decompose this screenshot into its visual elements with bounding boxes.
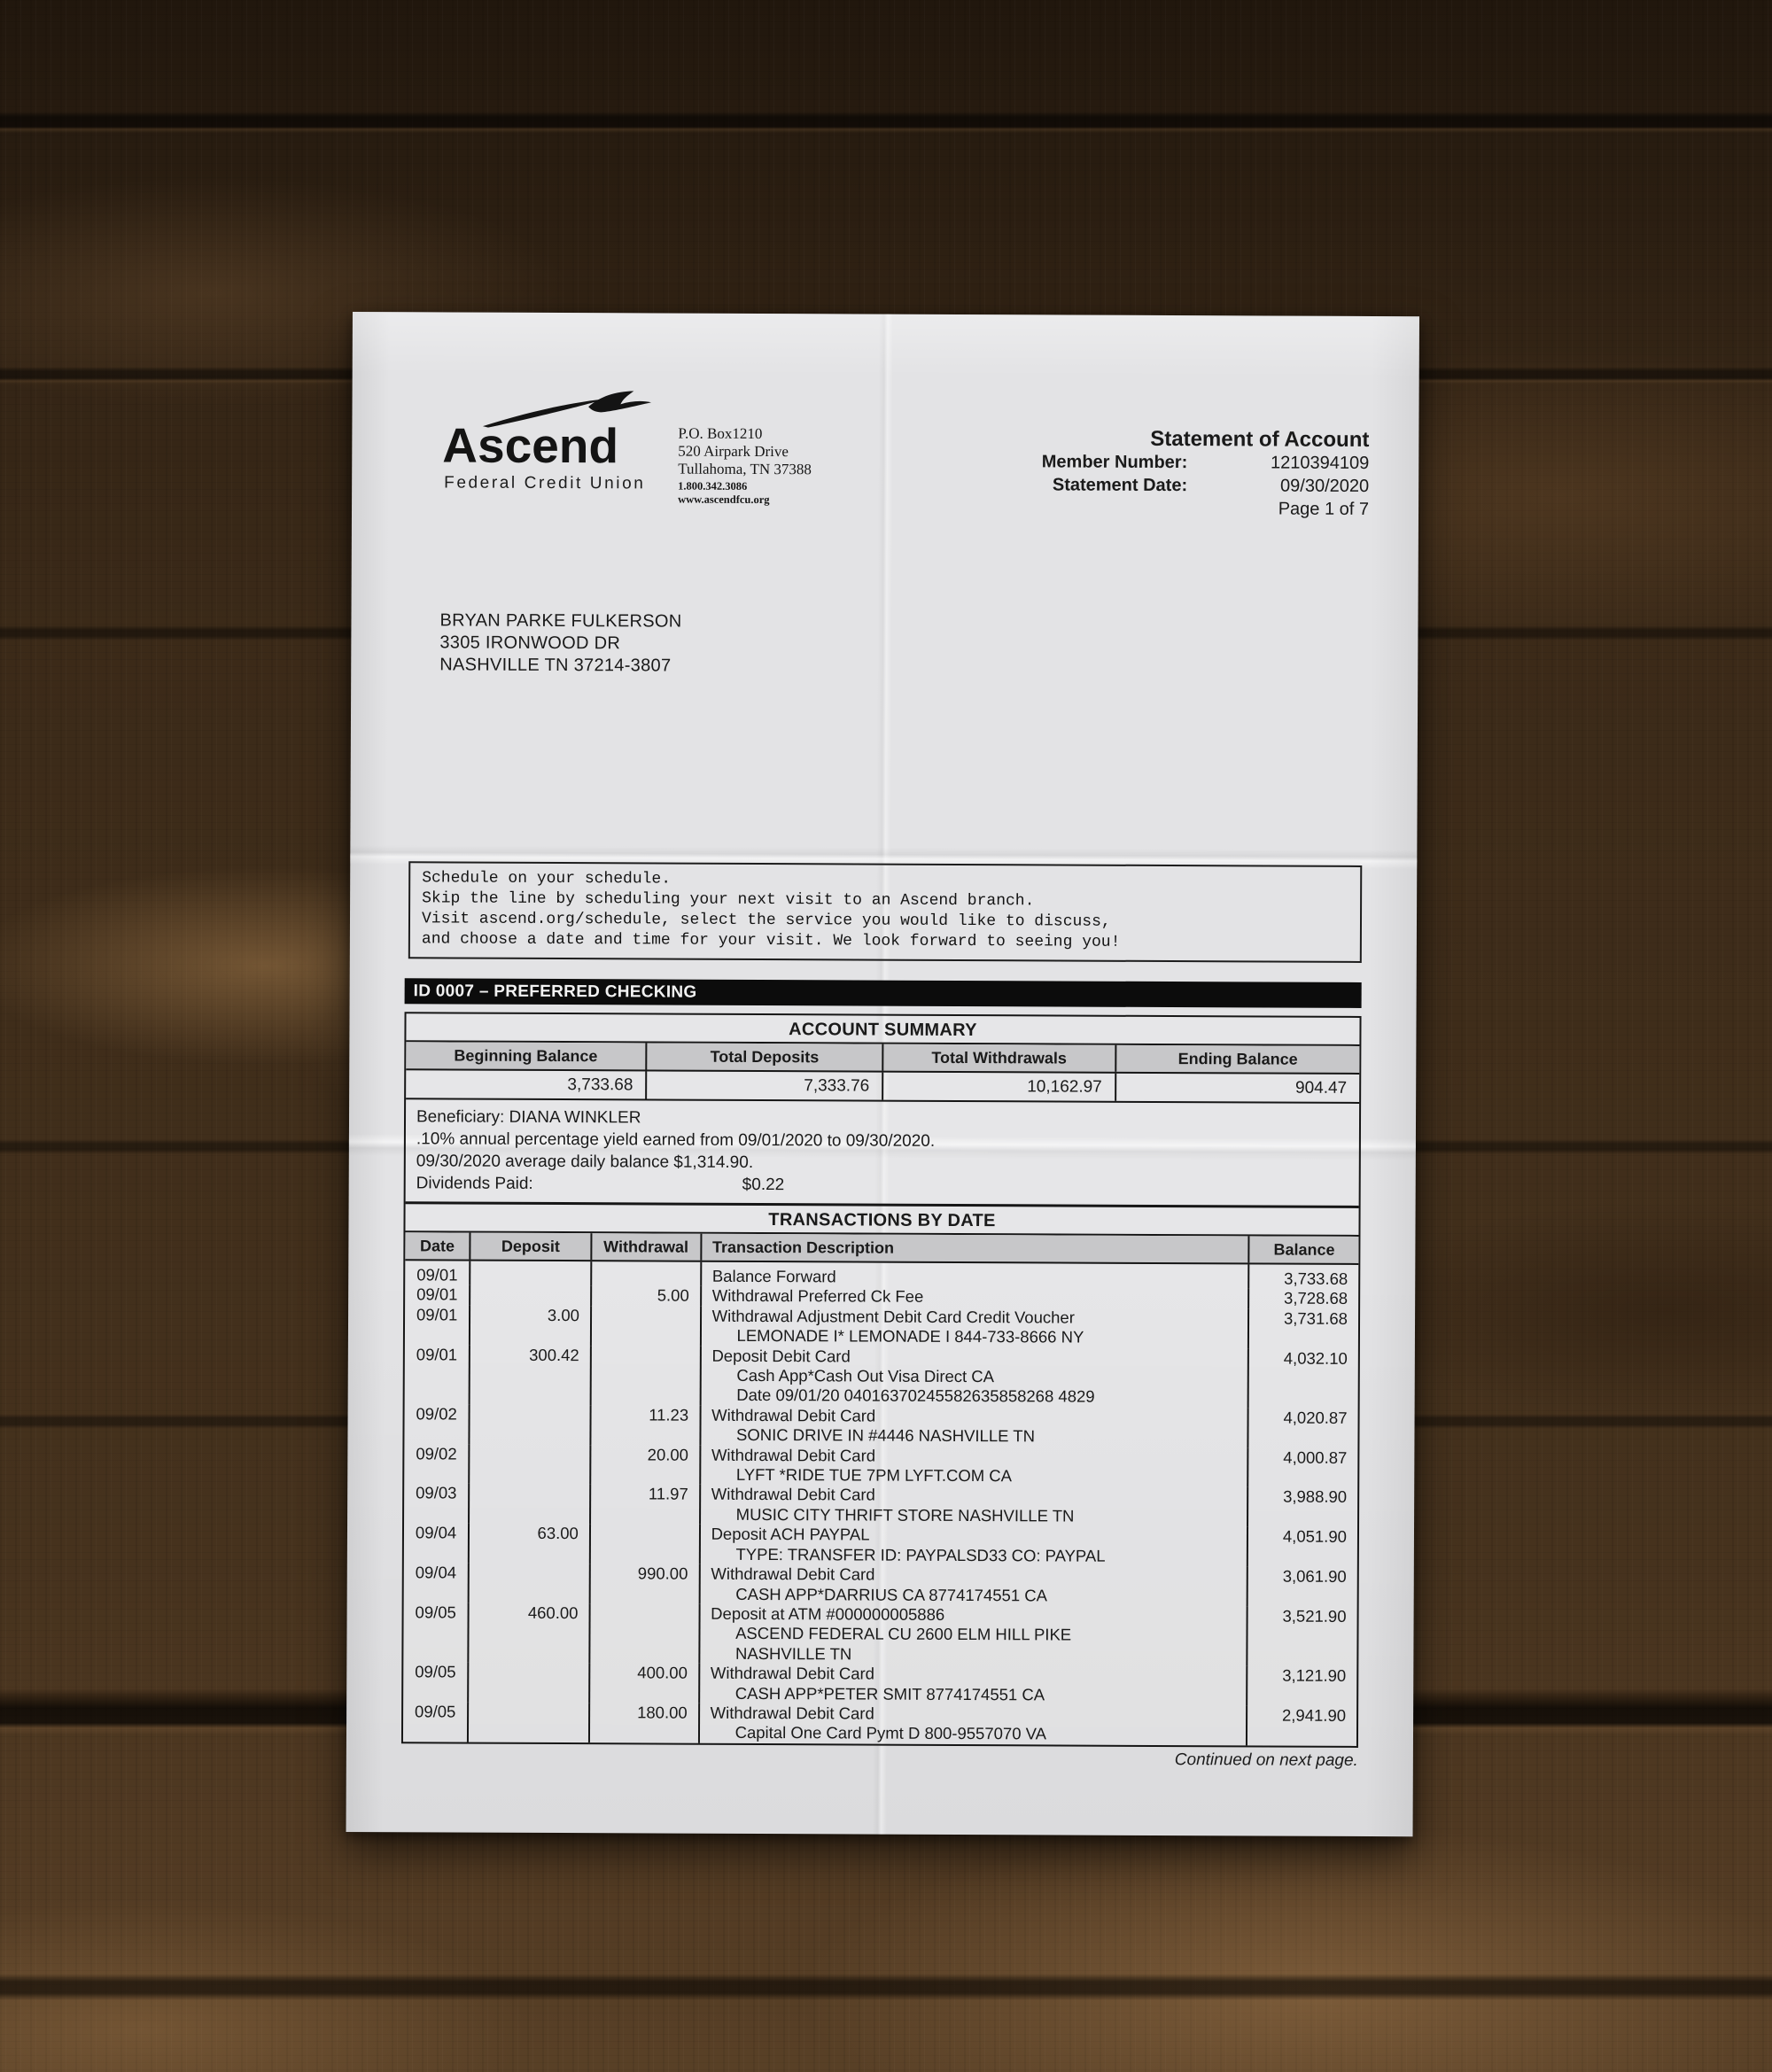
recipient-address-line: BRYAN PARKE FULKERSON	[439, 610, 682, 632]
transactions-body	[403, 1261, 1358, 1745]
transaction-description-line: NASHVILLE TN	[734, 1643, 852, 1664]
transaction-description-line: Withdrawal Debit Card	[710, 1663, 875, 1683]
transaction-date: 09/04	[404, 1563, 470, 1603]
transaction-description	[700, 1604, 1248, 1666]
transaction-balance: 3,061.90	[1282, 1566, 1347, 1587]
account-detail-lines	[416, 1106, 1348, 1176]
transaction-deposit: 3.00	[470, 1305, 592, 1345]
transaction-description-line: SONIC DRIVE IN #4446 NASHVILLE TN	[736, 1425, 1036, 1446]
transaction-date: 09/02	[404, 1404, 470, 1444]
schedule-notice-box	[408, 861, 1362, 963]
transaction-row	[403, 1702, 1356, 1746]
credit-union-contact-lines	[678, 480, 812, 508]
transaction-description-line: CASH APP*DARRIUS CA 8774174551 CA	[735, 1584, 1048, 1604]
transaction-description-line: Balance Forward	[711, 1266, 836, 1286]
recipient-address-line: 3305 IRONWOOD DR	[439, 632, 621, 654]
transaction-balance: 4,000.87	[1283, 1447, 1348, 1467]
recipient-address	[439, 609, 681, 677]
recipient-address-line: NASHVILLE TN 37214-3807	[439, 655, 672, 676]
transaction-description-line: Withdrawal Debit Card	[711, 1445, 876, 1465]
transaction-balance: 3,988.90	[1283, 1487, 1348, 1507]
account-id-bar: ID 0007 – PREFERRED CHECKING	[405, 978, 1362, 1008]
notice-line: Visit ascend.org/schedule, select the service you would like to discuss,	[421, 910, 1111, 931]
transaction-description-line: Withdrawal Debit Card	[711, 1405, 876, 1425]
transaction-description	[700, 1703, 1248, 1746]
continued-footer: Continued on next page.	[1174, 1750, 1358, 1770]
transactions-header-row	[405, 1232, 1358, 1265]
address-line: Tullahoma, TN 37388	[678, 460, 812, 478]
summary-value: 10,162.97	[883, 1073, 1116, 1101]
transaction-date: 09/01	[405, 1261, 470, 1285]
summary-column-header: Total Withdrawals	[883, 1044, 1116, 1072]
dividends-label: Dividends Paid:	[416, 1174, 533, 1193]
transaction-withdrawal	[590, 1603, 700, 1664]
transaction-description-line: Cash App*Cash Out Visa Direct CA	[736, 1365, 995, 1386]
account-details	[406, 1099, 1360, 1208]
transaction-description-line: Withdrawal Preferred Ck Fee	[711, 1286, 924, 1307]
notice-line: and choose a date and time for your visit. We look forward to seeing you!	[421, 930, 1121, 951]
transactions-title: TRANSACTIONS BY DATE	[405, 1204, 1358, 1237]
statement-date-value: 09/30/2020	[1279, 476, 1370, 497]
transaction-description	[701, 1445, 1249, 1487]
transaction-description-line: LYFT *RIDE TUE 7PM LYFT.COM CA	[735, 1464, 1013, 1486]
transactions-column-header: Transaction Description	[702, 1234, 1250, 1263]
transaction-description-line: Withdrawal Debit Card	[710, 1703, 874, 1723]
transaction-withdrawal: 11.97	[591, 1485, 701, 1525]
logo-tagline-text: Federal Credit Union	[444, 473, 646, 493]
dividends-value: $0.22	[742, 1175, 785, 1195]
transaction-deposit	[469, 1703, 590, 1742]
credit-union-address	[678, 425, 812, 508]
transaction-deposit	[470, 1404, 592, 1444]
transaction-deposit	[470, 1285, 592, 1306]
transaction-balance: 4,032.10	[1283, 1348, 1348, 1368]
transaction-description	[701, 1346, 1249, 1408]
transaction-row	[403, 1603, 1356, 1666]
transaction-date: 09/01	[405, 1285, 470, 1306]
transaction-description-line: CASH APP*PETER SMIT 8774174551 CA	[734, 1683, 1045, 1703]
account-summary-values-row	[406, 1070, 1359, 1104]
transaction-description	[700, 1664, 1248, 1706]
transaction-deposit	[470, 1564, 591, 1603]
transactions-column-header: Deposit	[471, 1233, 593, 1261]
transaction-date: 09/05	[403, 1702, 469, 1742]
transaction-date: 09/03	[404, 1484, 470, 1524]
transaction-deposit: 300.42	[470, 1345, 592, 1405]
address-line: 520 Airpark Drive	[678, 442, 789, 461]
contact-line: www.ascendfcu.org	[678, 493, 770, 507]
summary-value: 904.47	[1294, 1078, 1348, 1098]
member-number-value: 1210394109	[1270, 453, 1370, 474]
transaction-balance: 3,728.68	[1284, 1289, 1348, 1308]
transaction-withdrawal	[592, 1306, 702, 1346]
transaction-description-line: MUSIC CITY THRIFT STORE NASHVILLE TN	[735, 1504, 1075, 1525]
bank-statement-page	[346, 312, 1419, 1836]
account-summary-title: ACCOUNT SUMMARY	[406, 1013, 1359, 1046]
summary-column-header: Total Deposits	[647, 1043, 883, 1070]
transaction-withdrawal	[591, 1346, 701, 1406]
transaction-withdrawal: 11.23	[591, 1405, 701, 1445]
transaction-balance: 3,121.90	[1282, 1665, 1347, 1686]
transaction-description	[701, 1406, 1249, 1448]
transaction-description-line: LEMONADE I* LEMONADE I 844-733-8666 NY	[736, 1326, 1084, 1346]
transaction-row	[404, 1484, 1357, 1528]
transaction-date: 09/01	[405, 1345, 471, 1405]
transaction-row	[405, 1345, 1358, 1408]
summary-value: 3,733.68	[406, 1070, 647, 1098]
transaction-row	[405, 1305, 1358, 1349]
transaction-date: 09/05	[403, 1662, 469, 1702]
transaction-description	[702, 1307, 1250, 1349]
transactions-column-header: Date	[405, 1232, 470, 1259]
dividends-line	[416, 1172, 1348, 1199]
transaction-deposit: 460.00	[470, 1603, 591, 1663]
transaction-description	[702, 1262, 1250, 1289]
notice-line: Skip the line by scheduling your next visit to an Ascend branch.	[422, 889, 1035, 911]
transaction-withdrawal: 990.00	[591, 1564, 701, 1603]
transaction-row	[404, 1404, 1357, 1448]
transaction-withdrawal: 5.00	[592, 1286, 702, 1307]
member-number-label: Member Number:	[1041, 452, 1188, 473]
transaction-row	[404, 1444, 1357, 1488]
account-detail-line: .10% annual percentage yield earned from 09/01/2020 to 09/30/2020.	[416, 1129, 936, 1151]
transaction-balance: 4,020.87	[1283, 1408, 1348, 1427]
transaction-date: 09/01	[405, 1305, 470, 1345]
statement-title: Statement of Account	[1150, 426, 1370, 453]
summary-column-header: Beginning Balance	[406, 1042, 647, 1069]
credit-union-address-lines	[678, 425, 812, 479]
transactions-column-header: Withdrawal	[592, 1233, 702, 1261]
transaction-row	[403, 1662, 1356, 1706]
transaction-row	[404, 1563, 1357, 1607]
transaction-description-line: Withdrawal Adjustment Debit Card Credit Voucher	[711, 1306, 1075, 1327]
transaction-deposit	[469, 1663, 590, 1703]
transaction-description-line: Withdrawal Debit Card	[711, 1485, 875, 1505]
transaction-description	[700, 1564, 1248, 1607]
transaction-description-line: TYPE: TRANSFER ID: PAYPALSD33 CO: PAYPAL	[735, 1544, 1106, 1565]
transaction-deposit	[470, 1444, 591, 1484]
transaction-date: 09/05	[403, 1603, 470, 1663]
transaction-description-line: Capital One Card Pymt D 800-9557070 VA	[734, 1723, 1047, 1743]
transactions-column-header: Balance	[1273, 1240, 1335, 1259]
transaction-description	[701, 1485, 1249, 1527]
page-indicator: Page 1 of 7	[1278, 499, 1370, 520]
transaction-description-line: Deposit ACH PAYPAL	[711, 1525, 870, 1544]
statement-date-label: Statement Date:	[1052, 475, 1188, 496]
transaction-balance: 2,941.90	[1281, 1705, 1347, 1725]
transaction-deposit	[470, 1484, 591, 1524]
transaction-withdrawal: 180.00	[590, 1703, 700, 1742]
statement-fields	[1042, 450, 1370, 498]
transaction-balance: 4,051.90	[1282, 1526, 1347, 1547]
address-line: P.O. Box1210	[678, 424, 763, 443]
transaction-withdrawal	[592, 1261, 702, 1286]
transaction-balance: 3,733.68	[1284, 1269, 1348, 1288]
transaction-balance: 3,521.90	[1282, 1606, 1347, 1626]
account-detail-line: 09/30/2020 average daily balance $1,314.90.	[416, 1152, 754, 1172]
transaction-description-line: Withdrawal Debit Card	[711, 1564, 875, 1584]
transaction-row	[404, 1524, 1357, 1568]
transaction-deposit: 63.00	[470, 1524, 591, 1564]
transaction-description-line: Deposit at ATM #000000005886	[711, 1603, 945, 1624]
transaction-deposit	[470, 1261, 592, 1286]
transaction-withdrawal: 400.00	[590, 1663, 700, 1703]
transaction-withdrawal	[591, 1524, 701, 1564]
transaction-date: 09/02	[404, 1444, 470, 1484]
account-detail-line: Beneficiary: DIANA WINKLER	[416, 1107, 641, 1128]
statement-header	[1042, 426, 1370, 521]
logo-brand-text: Ascend	[442, 417, 619, 474]
transaction-description-line: Date 09/01/20 04016370245582635858268 4829	[736, 1385, 1095, 1407]
transaction-withdrawal: 20.00	[591, 1445, 701, 1485]
transaction-description	[702, 1286, 1250, 1308]
account-summary-header-row	[406, 1042, 1359, 1075]
contact-line: 1.800.342.3086	[678, 479, 748, 493]
transaction-description-line: ASCEND FEDERAL CU 2600 ELM HILL PIKE	[735, 1624, 1072, 1644]
transaction-balance: 3,731.68	[1283, 1308, 1348, 1328]
summary-value: 7,333.76	[647, 1071, 883, 1099]
notice-line: Schedule on your schedule.	[422, 869, 672, 889]
transaction-date: 09/04	[404, 1524, 470, 1564]
transaction-description	[700, 1525, 1248, 1567]
summary-column-header: Ending Balance	[1177, 1050, 1298, 1068]
account-tables	[401, 1012, 1362, 1747]
transaction-description-line: Deposit Debit Card	[711, 1346, 851, 1366]
